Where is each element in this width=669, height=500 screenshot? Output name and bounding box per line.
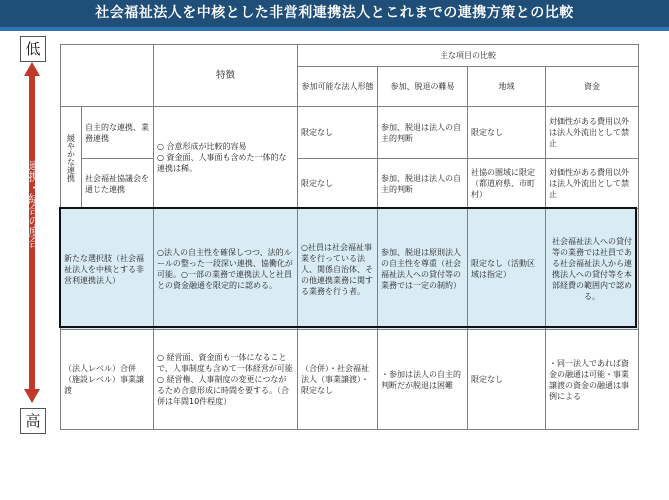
- slide-title: 社会福祉法人を中核とした非営利連携法人とこれまでの連携方策との比較: [0, 0, 669, 27]
- voluntary-legal: 限定なし: [298, 107, 378, 159]
- header-blank: [61, 45, 154, 107]
- new-option-exit: 参加、脱退は原則法人の自主性を尊重（社会福祉法人への貸付等の業務では一定の制約）: [378, 209, 468, 330]
- header-funds: 資金: [546, 67, 639, 107]
- table-row-voluntary: [61, 107, 639, 159]
- new-option-region: 限定なし（活動区域は指定）: [468, 209, 546, 330]
- header-region: 地域: [468, 67, 546, 107]
- table-row-council: [61, 159, 639, 209]
- loose-group-label: 緩やかな連携: [61, 107, 82, 209]
- row-name-council: 社会福祉協議会を通じた連携: [82, 159, 154, 209]
- degree-high-label: 高: [20, 408, 46, 434]
- header-row-1: [61, 45, 639, 67]
- header-exit-difficulty: 参加、脱退の難易: [378, 67, 468, 107]
- feature-merger-1: ○ 経営面、資金面も一体になることで、人事制度も含めて一体経営が可能: [157, 353, 293, 373]
- table-row-new-option: [61, 209, 639, 330]
- council-legal: 限定なし: [298, 159, 378, 209]
- title-underline: [0, 27, 669, 31]
- council-exit: 参加、脱退は法人の自主的判断: [378, 159, 468, 209]
- merger-region: 限定なし: [468, 330, 546, 430]
- voluntary-exit: 参加、脱退は法人の自主的判断: [378, 107, 468, 159]
- header-main-compare: 主な項目の比較: [298, 45, 639, 67]
- feature-merger: [154, 330, 298, 430]
- header-feature: 特徴: [154, 45, 298, 107]
- voluntary-funds: 対価性がある費用以外は法人外流出として禁止: [546, 107, 639, 159]
- feature-merger-2: ○ 経営権、人事制度の変更につながるため合意形成に時間を要する。（合併は年間10件程度）: [157, 375, 289, 406]
- table-row-merger: [61, 330, 639, 430]
- new-option-funds: 社会福祉法人への貸付等の業務では社員である社会福祉法人から連携法人への貸付等を本部経費の範囲内で認める。: [546, 209, 639, 330]
- row-name-new-option: 新たな選択肢（社会福祉法人を中核とする非営利連携法人）: [61, 209, 154, 330]
- degree-axis-label: 連携・結合の度合: [27, 160, 40, 248]
- row-name-merger: （法人レベル）合併（施設レベル）事業譲渡: [61, 330, 154, 430]
- merger-legal: （合併）・社会福祉法人（事業譲渡）・限定なし: [298, 330, 378, 430]
- feature-loose-2: ○ 資金面、人事面も含めた一体的な連携は稀。: [157, 153, 287, 173]
- merger-exit: ・参加は法人の自主的判断だが脱退は困難: [378, 330, 468, 430]
- new-option-feature: ○法人の自主性を確保しつつ、法的ルールの整った一段深い連携、協働化が可能。○一部の業務で連携法人と社員との資金融通を限定的に認める。: [154, 209, 298, 330]
- voluntary-region: 限定なし: [468, 107, 546, 159]
- feature-loose-1: ○ 合意形成が比較的容易: [157, 142, 247, 151]
- council-region: 社協の圏域に限定（都道府県、市町村）: [468, 159, 546, 209]
- degree-low-label: 低: [20, 36, 46, 62]
- comparison-table: [60, 44, 639, 430]
- header-legal-form: 参加可能な法人形態: [298, 67, 378, 107]
- new-option-legal: ○社員は社会福祉事業を行っている法人、関係自治体、その他連携業務に関する業務を行う者。: [298, 209, 378, 330]
- row-name-voluntary: 自主的な連携、業務連携: [82, 107, 154, 159]
- merger-funds: ・同一法人であれば資金の融通は可能・事業譲渡の資金の融通は事例による: [546, 330, 639, 430]
- feature-loose: [154, 107, 298, 209]
- council-funds: 対価性がある費用以外は法人外流出として禁止: [546, 159, 639, 209]
